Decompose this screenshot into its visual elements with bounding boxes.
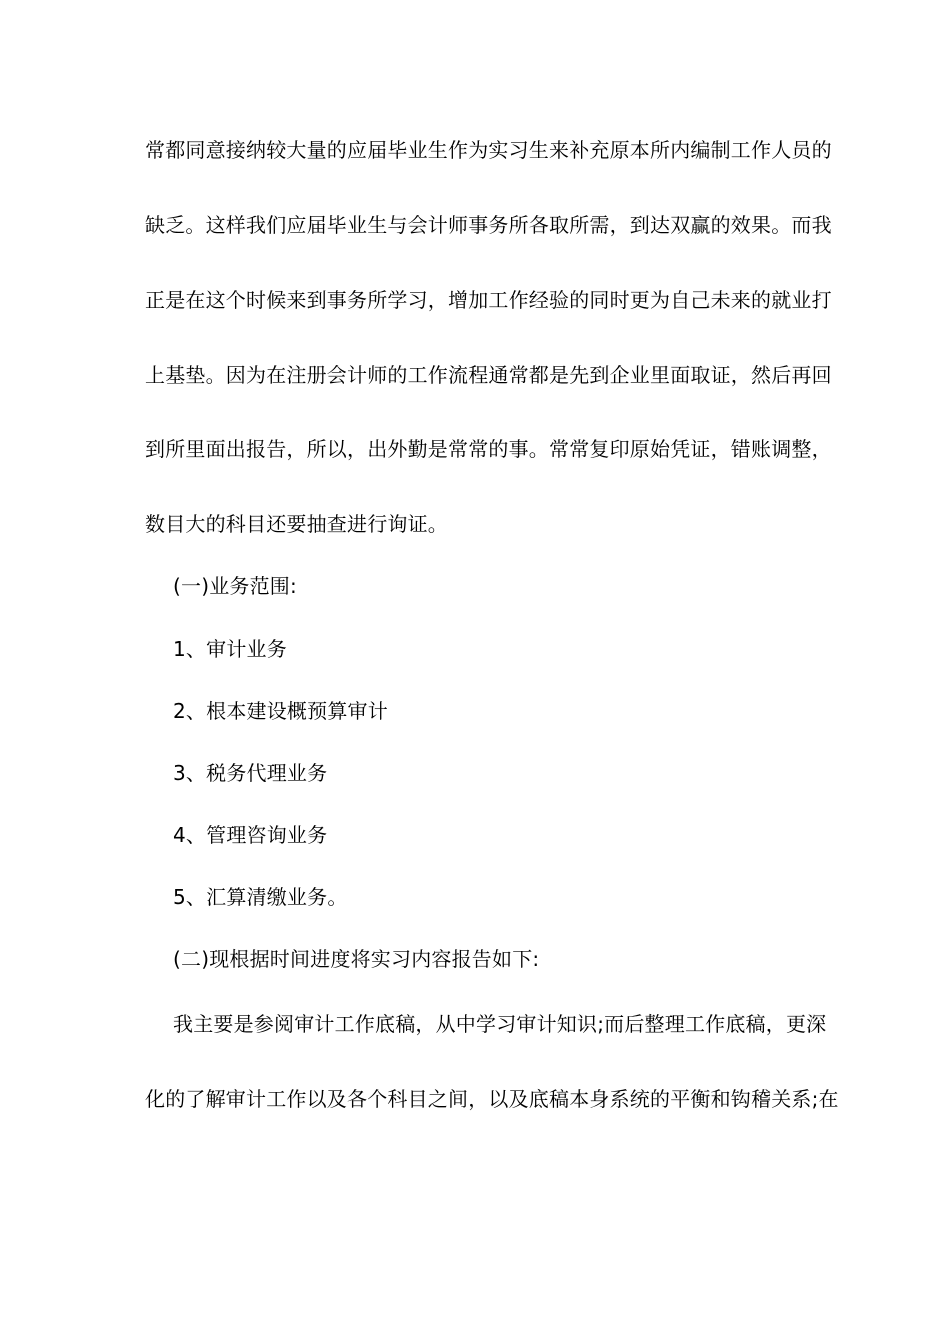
list-item: 4、管理咨询业务 [173,823,328,847]
paragraph-line: 到所里面出报告，所以，出外勤是常常的事。常常复印原始凭证，错账调整， [145,437,832,461]
paragraph-line: 化的了解审计工作以及各个科目之间，以及底稿本身系统的平衡和钩稽关系;在 [145,1087,839,1111]
list-item: 3、税务代理业务 [173,761,328,785]
list-item: 1、审计业务 [173,637,287,661]
paragraph-line: 数目大的科目还要抽查进行询证。 [145,512,448,536]
section-heading-business-scope: (一)业务范围: [173,574,297,598]
paragraph-line: 上基垫。因为在注册会计师的工作流程通常都是先到企业里面取证，然后再回 [145,363,832,387]
paragraph-line: 缺乏。这样我们应届毕业生与会计师事务所各取所需，到达双赢的效果。而我 [145,213,832,237]
list-item: 5、汇算清缴业务。 [173,885,348,909]
paragraph-line: 我主要是参阅审计工作底稿，从中学习审计知识;而后整理工作底稿，更深 [173,1012,827,1036]
list-item: 2、根本建设概预算审计 [173,699,388,723]
paragraph-line: 正是在这个时候来到事务所学习，增加工作经验的同时更为自己未来的就业打 [145,288,832,312]
section-heading-internship-content: (二)现根据时间进度将实习内容报告如下: [173,947,540,971]
paragraph-line: 常都同意接纳较大量的应届毕业生作为实习生来补充原本所内编制工作人员的 [145,138,832,162]
